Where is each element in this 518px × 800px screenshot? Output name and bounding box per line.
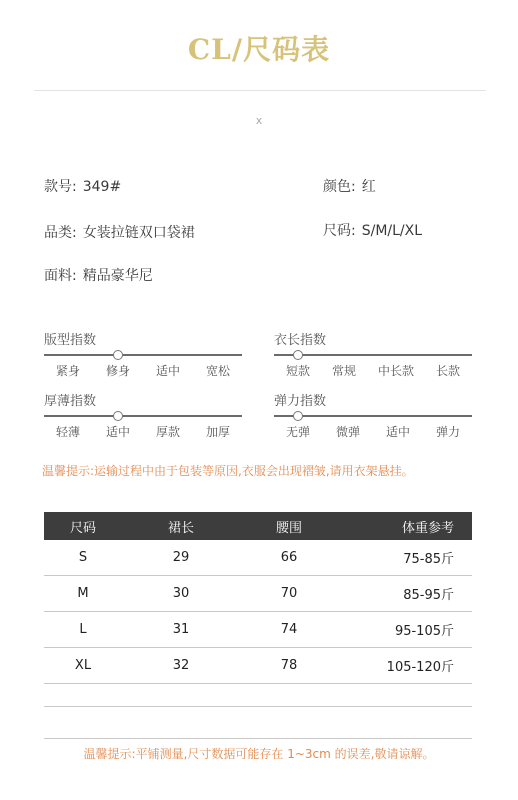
table-row bbox=[44, 648, 472, 684]
length-index-slider bbox=[274, 350, 472, 360]
fabric-value: 精品豪华尼 bbox=[82, 268, 153, 284]
style-number-value: 349# bbox=[82, 179, 122, 195]
category-label: 品类: bbox=[44, 225, 77, 241]
thickness-index bbox=[44, 393, 242, 440]
length-index bbox=[274, 332, 472, 379]
table-cell: XL bbox=[44, 648, 122, 684]
table-header: 腰围 bbox=[240, 512, 338, 540]
style-number-label: 款号: bbox=[44, 179, 77, 195]
table-cell: 32 bbox=[122, 648, 240, 684]
thickness-option: 加厚 bbox=[205, 425, 230, 439]
thickness-option: 适中 bbox=[105, 425, 130, 439]
table-row bbox=[44, 612, 472, 648]
size-label: 尺码: bbox=[323, 223, 356, 239]
table-empty-row-line bbox=[44, 738, 472, 739]
size-table bbox=[44, 512, 472, 684]
elasticity-index-marker bbox=[293, 411, 303, 421]
table-cell: 30 bbox=[122, 576, 240, 612]
size-info bbox=[323, 220, 422, 240]
category-value: 女装拉链双口袋裙 bbox=[82, 225, 195, 241]
table-header-row bbox=[44, 512, 472, 540]
fit-option: 宽松 bbox=[205, 364, 230, 378]
thickness-index-marker bbox=[113, 411, 123, 421]
table-cell: M bbox=[44, 576, 122, 612]
table-cell: S bbox=[44, 540, 122, 576]
table-cell: 78 bbox=[240, 648, 338, 684]
table-row bbox=[44, 576, 472, 612]
color-info bbox=[323, 176, 376, 196]
elasticity-index-slider bbox=[274, 411, 472, 421]
table-cell: 75-85斤 bbox=[338, 540, 472, 576]
color-value: 红 bbox=[361, 179, 376, 195]
length-option: 中长款 bbox=[377, 364, 414, 378]
table-empty-row-line bbox=[44, 706, 472, 707]
table-row bbox=[44, 540, 472, 576]
fabric-label: 面料: bbox=[44, 268, 77, 284]
elasticity-option: 弹力 bbox=[435, 425, 460, 439]
thickness-index-slider bbox=[44, 411, 242, 421]
elasticity-option: 微弹 bbox=[335, 425, 360, 439]
title-divider bbox=[34, 90, 486, 91]
table-cell: 85-95斤 bbox=[338, 576, 472, 612]
elasticity-option: 无弹 bbox=[286, 425, 311, 439]
table-cell: 29 bbox=[122, 540, 240, 576]
shipping-notice: 温馨提示:运输过程中由于包装等原因,衣服会出现褶皱,请用衣架悬挂。 bbox=[42, 464, 414, 478]
thickness-option: 轻薄 bbox=[56, 425, 81, 439]
fit-index-title: 版型指数 bbox=[44, 333, 97, 348]
elasticity-option: 适中 bbox=[385, 425, 410, 439]
elasticity-index-title: 弹力指数 bbox=[274, 394, 327, 409]
table-header: 体重参考 bbox=[338, 512, 472, 540]
fit-option: 适中 bbox=[155, 364, 180, 378]
fit-option: 修身 bbox=[105, 364, 130, 378]
color-label: 颜色: bbox=[323, 179, 356, 195]
elasticity-index bbox=[274, 393, 472, 440]
length-option: 常规 bbox=[331, 364, 356, 378]
table-cell: 66 bbox=[240, 540, 338, 576]
thickness-option: 厚款 bbox=[155, 425, 180, 439]
fit-option: 紧身 bbox=[56, 364, 81, 378]
length-index-title: 衣长指数 bbox=[274, 333, 327, 348]
table-cell: 95-105斤 bbox=[338, 612, 472, 648]
table-cell: L bbox=[44, 612, 122, 648]
length-index-marker bbox=[293, 350, 303, 360]
fit-index-marker bbox=[113, 350, 123, 360]
length-option: 长款 bbox=[435, 364, 460, 378]
fabric-info bbox=[44, 265, 153, 285]
thickness-index-title: 厚薄指数 bbox=[44, 394, 97, 409]
table-cell: 105-120斤 bbox=[338, 648, 472, 684]
length-option: 短款 bbox=[286, 364, 311, 378]
fit-index bbox=[44, 332, 242, 379]
close-mark: x bbox=[255, 114, 263, 127]
style-number bbox=[44, 176, 121, 196]
table-cell: 70 bbox=[240, 576, 338, 612]
table-header: 尺码 bbox=[44, 512, 122, 540]
category-info bbox=[44, 222, 195, 242]
table-cell: 74 bbox=[240, 612, 338, 648]
size-value: S/M/L/XL bbox=[361, 223, 423, 239]
table-header: 裙长 bbox=[122, 512, 240, 540]
measurement-notice: 温馨提示:平铺测量,尺寸数据可能存在 1~3cm 的误差,敬请谅解。 bbox=[83, 747, 435, 761]
table-cell: 31 bbox=[122, 612, 240, 648]
fit-index-slider bbox=[44, 350, 242, 360]
page-title: CL/尺码表 bbox=[187, 33, 331, 66]
